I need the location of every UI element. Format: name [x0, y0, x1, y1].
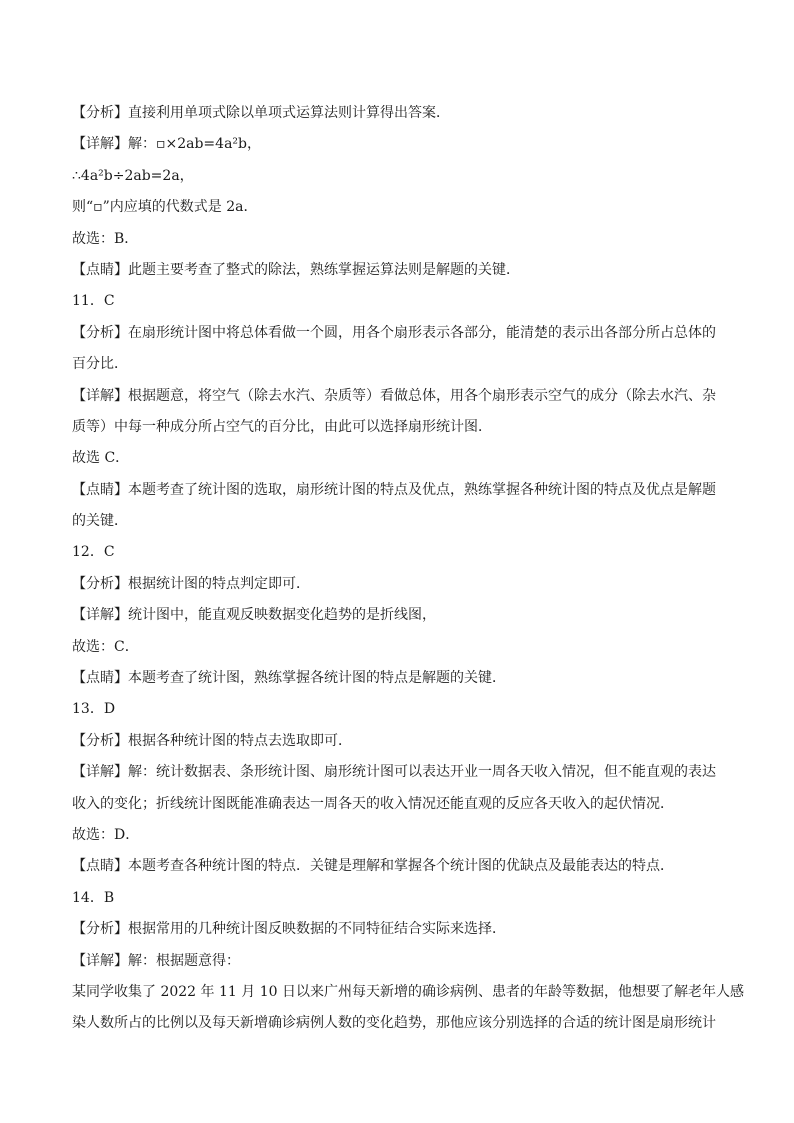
text-line: 【点睛】本题考查了统计图的选取，扇形统计图的特点及优点，熟练掌握各种统计图的特点及优点是解题	[72, 481, 716, 498]
text-line: 收入的变化；折线统计图既能准确表达一周各天的收入情况还能直观的反应各天收入的起伏情况．	[72, 795, 674, 812]
answer-text-block	[72, 101, 744, 1043]
text-line: 质等）中每一种成分所占空气的百分比，由此可以选择扇形统计图．	[72, 418, 492, 435]
question-number: 13．D	[72, 701, 116, 718]
text-line: 则“▫”内应填的代数式是 2a．	[72, 199, 258, 216]
text-line: 【详解】解：根据题意得：	[72, 952, 240, 969]
text-line: ∴4a²b÷2ab=2a，	[72, 167, 194, 184]
text-line: 故选：D．	[72, 826, 140, 843]
text-line: 【分析】直接利用单项式除以单项式运算法则计算得出答案．	[72, 105, 450, 121]
question-number: 14．B	[72, 889, 115, 906]
text-line: 【点睛】此题主要考查了整式的除法，熟练掌握运算法则是解题的关键．	[72, 261, 520, 278]
text-line: 【点睛】本题考查各种统计图的特点．关键是理解和掌握各个统计图的优缺点及最能表达的特点．	[72, 858, 674, 875]
text-line: 【点睛】本题考查了统计图，熟练掌握各统计图的特点是解题的关键．	[72, 670, 506, 687]
question-number: 12．C	[72, 544, 115, 561]
text-line: 故选：C．	[72, 638, 139, 655]
text-line: 【分析】根据统计图的特点判定即可．	[72, 575, 310, 592]
text-line: 【详解】解：▫×2ab=4a²b，	[72, 136, 261, 153]
text-line: 的关键．	[72, 513, 128, 530]
text-line: 【分析】根据常用的几种统计图反映数据的不同特征结合实际来选择．	[72, 921, 506, 938]
text-line: 某同学收集了 2022 年 11 月 10 日以来广州每天新增的确诊病例、患者的年龄等数据，他想要了解老年人感	[72, 983, 744, 1000]
text-line: 故选 C．	[72, 450, 130, 467]
text-line: 【分析】根据各种统计图的特点去选取即可．	[72, 732, 352, 749]
text-line: 【分析】在扇形统计图中将总体看做一个圆，用各个扇形表示各部分，能清楚的表示出各部分所占总体的	[72, 324, 716, 341]
text-line: 故选：B．	[72, 230, 139, 247]
question-number: 11．C	[72, 293, 115, 310]
text-line: 染人数所占的比例以及每天新增确诊病例人数的变化趋势，那他应该分别选择的合适的统计图是扇形统计	[72, 1015, 716, 1032]
text-line: 【详解】统计图中，能直观反映数据变化趋势的是折线图，	[72, 607, 436, 624]
text-line: 【详解】解：统计数据表、条形统计图、扇形统计图可以表达开业一周各天收入情况，但不能直观的表达	[72, 764, 716, 781]
text-line: 【详解】根据题意，将空气（除去水汽、杂质等）看做总体，用各个扇形表示空气的成分（除去水汽、杂	[72, 387, 716, 404]
text-line: 百分比．	[72, 356, 128, 373]
